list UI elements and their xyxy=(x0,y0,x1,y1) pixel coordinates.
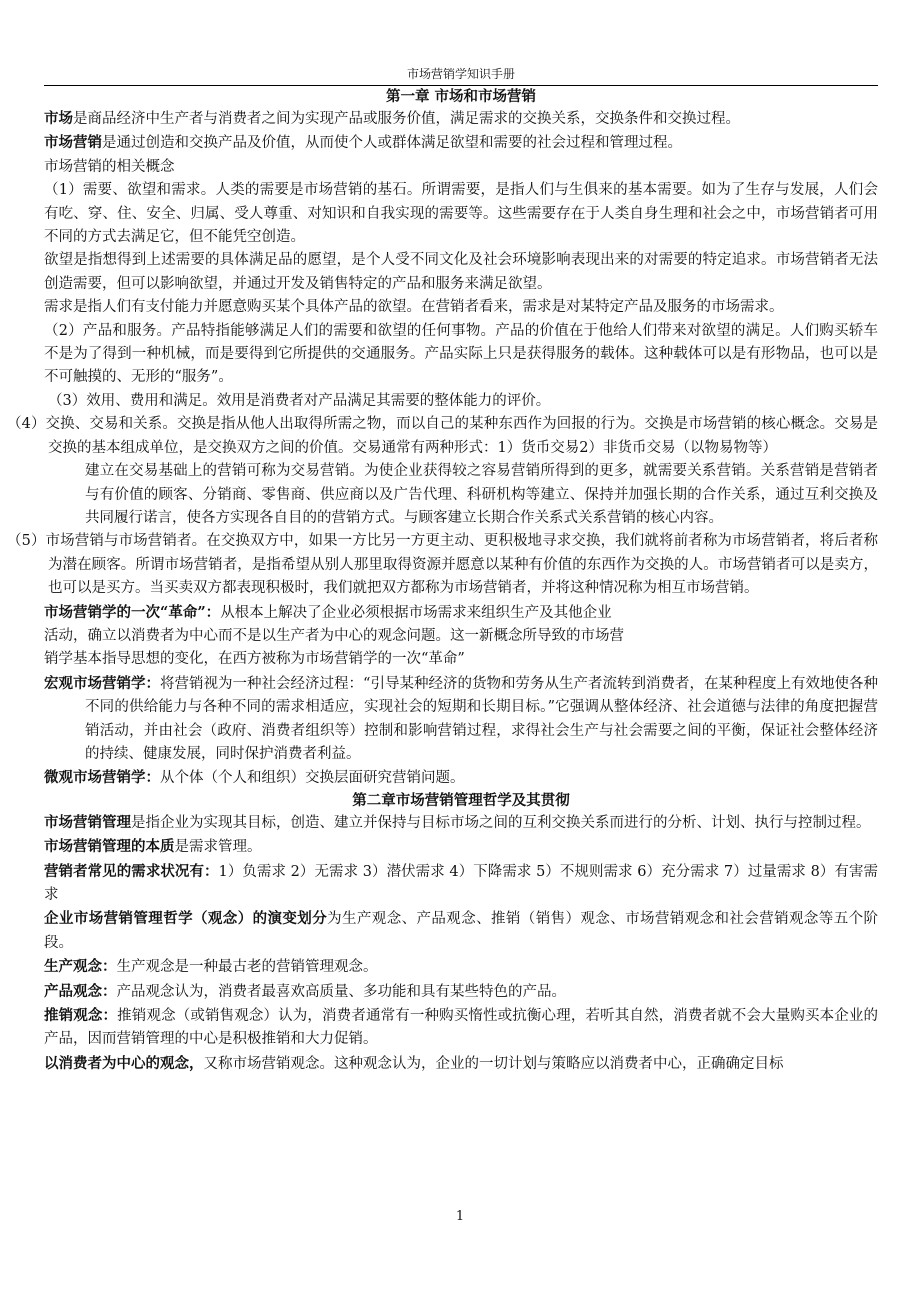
micro-term: 微观市场营销学： xyxy=(44,769,160,787)
concept-item-4: （4）交换、交易和关系。交换是指从他人出取得所需之物，而以自己的某种东西作为回报的行为。交换是市场营销的核心概念。交易是交换的基本组成单位，是交换双方之间的价值。交易通常有两种形式：1）货币交易2）非货币交易（以物易物等） xyxy=(7,416,878,456)
header-rule xyxy=(44,85,878,86)
selling-term: 推销观念： xyxy=(44,1007,118,1025)
mgmt-term: 市场营销管理 xyxy=(44,813,131,831)
concepts-heading: 市场营销的相关概念 xyxy=(44,158,175,175)
concept-item-3: （3）效用、费用和满足。效用是消费者对产品满足其需要的整体能力的评价。 xyxy=(48,392,551,409)
selling-concept-paragraph: 推销观念：推销观念（或销售观念）认为，消费者通常有一种购买惰性或抗衡心理，若听其自然，消费者就不会大量购买本企业的产品，因而营销管理的中心是积极推销和大力促销。 xyxy=(44,1007,878,1048)
page-number: 1 xyxy=(455,1209,465,1224)
concept-item-5: （5）市场营销与市场营销者。在交换双方中，如果一方比另一方更主动、更积极地寻求交换，我们就将前者称为市场营销者，将后者称为潜在顾客。所谓市场营销者，是指希望从别人那里取得资源并愿意以某种有价值的东西作为交换的人。市场营销者可以是卖方，也可以是买方。当买卖双方都表现积极时，我们就把双方都称为市场营销者，并将这种情况称为相互市场营销。 xyxy=(7,533,878,597)
revolution-line-3: 销学基本指导思想的变化，在西方被称为市场营销学的一次“革命” xyxy=(44,651,465,668)
macro-term: 宏观市场营销学： xyxy=(44,674,161,692)
consumer-term: 以消费者为中心的观念， xyxy=(44,1054,204,1072)
product-concept-paragraph: 产品观念：产品观念认为，消费者最喜欢高质量、多功能和具有某些特色的产品。 xyxy=(44,982,566,1000)
philosophy-paragraph: 企业市场营销管理哲学（观念）的演变划分为生产观念、产品观念、推销（销售）观念、市场营销观念和社会营销观念等五个阶段。 xyxy=(44,910,879,951)
concept-item-2: （2）产品和服务。产品特指能够满足人们的需要和欲望的任何事物。产品的价值在于他给人们带来对欲望的满足。人们购买轿车不是为了得到一种机械，而是要得到它所提供的交通服务。产品实际上只是获得服务的载体。这种载体可以是有形物品，也可以是不可触摸的、无形的“服务”。 xyxy=(44,322,878,386)
consumer-concept-paragraph: 以消费者为中心的观念，又称市场营销观念。这种观念认为，企业的一切计划与策略应以消费者中心，正确确定目标 xyxy=(44,1054,784,1072)
production-term: 生产观念： xyxy=(44,958,117,976)
revolution-line-2: 活动，确立以消费者为中心而不是以生产者为中心的观念问题。这一新概念所导致的市场营 xyxy=(44,627,624,644)
concept-item-4-relationship: 建立在交易基础上的营销可称为交易营销。为使企业获得较之容易营销所得到的更多，就需要关系营销。关系营销是营销者与有价值的顾客、分销商、零售商、供应商以及广告代理、科研机构等建立、保持并加强长期的合作关系，通过互利交换及共同履行诺言，使各方实现各自目的的营销方式。与顾客建立长期合作关系式关系营销的核心内容。 xyxy=(85,463,878,526)
production-concept-paragraph: 生产观念：生产观念是一种最古老的营销管理观念。 xyxy=(44,958,378,976)
macro-marketing-paragraph: 宏观市场营销学：将营销视为一种社会经济过程：“引导某种经济的货物和劳务从生产者流转到消费者，在某种程度上有效地使各种不同的供给能力与各种不同的需求相适应，实现社会的短期和长期目标。”它强调从整体经济、社会道德与法律的角度把握营销活动，并由社会（政府、消费者组织等）控制和影响营销过程，求得社会生产与社会需要之间的平衡，保证社会整体经济的持续、健康发展，同时保护消费者利益。 xyxy=(44,674,878,762)
marketing-management-paragraph: 市场营销管理是指企业为实现其目标，创造、建立并保持与目标市场之间的互利交换关系而进行的分析、计划、执行与控制过程。 xyxy=(44,813,871,831)
product-term: 产品观念： xyxy=(44,982,117,1000)
essence-paragraph: 市场营销管理的本质是需求管理。 xyxy=(44,838,262,856)
revolution-paragraph: 市场营销学的一次“革命”：从根本上解决了企业必须根据市场需求来组织生产及其他企业 xyxy=(44,603,612,621)
demand-states-term: 营销者常见的需求状况有： xyxy=(44,862,219,880)
essence-term: 市场营销管理的本质 xyxy=(44,838,175,856)
philosophy-term: 企业市场营销管理哲学（观念）的演变划分 xyxy=(44,910,328,928)
market-definition: 市场是商品经济中生产者与消费者之间为实现产品或服务价值，满足需求的交换关系，交换条件和交换过程。 xyxy=(44,110,740,127)
demand-paragraph: 需求是指人们有支付能力并愿意购买某个具体产品的欲望。在营销者看来，需求是对某特定产品及服务的市场需求。 xyxy=(44,299,784,316)
running-header: 市场营销学知识手册 xyxy=(406,67,515,81)
micro-marketing-paragraph: 微观市场营销学：从个体（个人和组织）交换层面研究营销问题。 xyxy=(44,769,465,787)
revolution-term: 市场营销学的一次“革命”： xyxy=(44,603,221,621)
chapter2-title: 第二章市场营销管理哲学及其贯彻 xyxy=(352,791,570,809)
wants-paragraph: 欲望是指想得到上述需要的具体满足品的愿望，是个人受不同文化及社会环境影响表现出来的对需要的特定追求。市场营销者无法创造需要，但可以影响欲望，并通过开发及销售特定的产品和服务来满足欲望。 xyxy=(44,252,878,292)
marketing-term: 市场营销 xyxy=(44,134,102,152)
concept-item-1: （1）需要、欲望和需求。人类的需要是市场营销的基石。所谓需要，是指人们与生俱来的基本需要。如为了生存与发展，人们会有吃、穿、住、安全、归属、受人尊重、对知识和自我实现的需要等。这些需要存在于人类自身生理和社会之中，市场营销者可用不同的方式去满足它，但不能凭空创造。 xyxy=(44,182,878,246)
marketing-definition: 市场营销是通过创造和交换产品及价值，从而使个人或群体满足欲望和需要的社会过程和管理过程。 xyxy=(44,134,682,152)
document-page xyxy=(7,60,879,1076)
demand-states-paragraph: 营销者常见的需求状况有：1）负需求 2）无需求 3）潜伏需求 4）下降需求 5）不规则需求 6）充分需求 7）过量需求 8）有害需求 xyxy=(44,862,878,903)
market-term: 市场 xyxy=(44,110,73,127)
chapter1-title: 第一章 市场和市场营销 xyxy=(385,88,537,105)
